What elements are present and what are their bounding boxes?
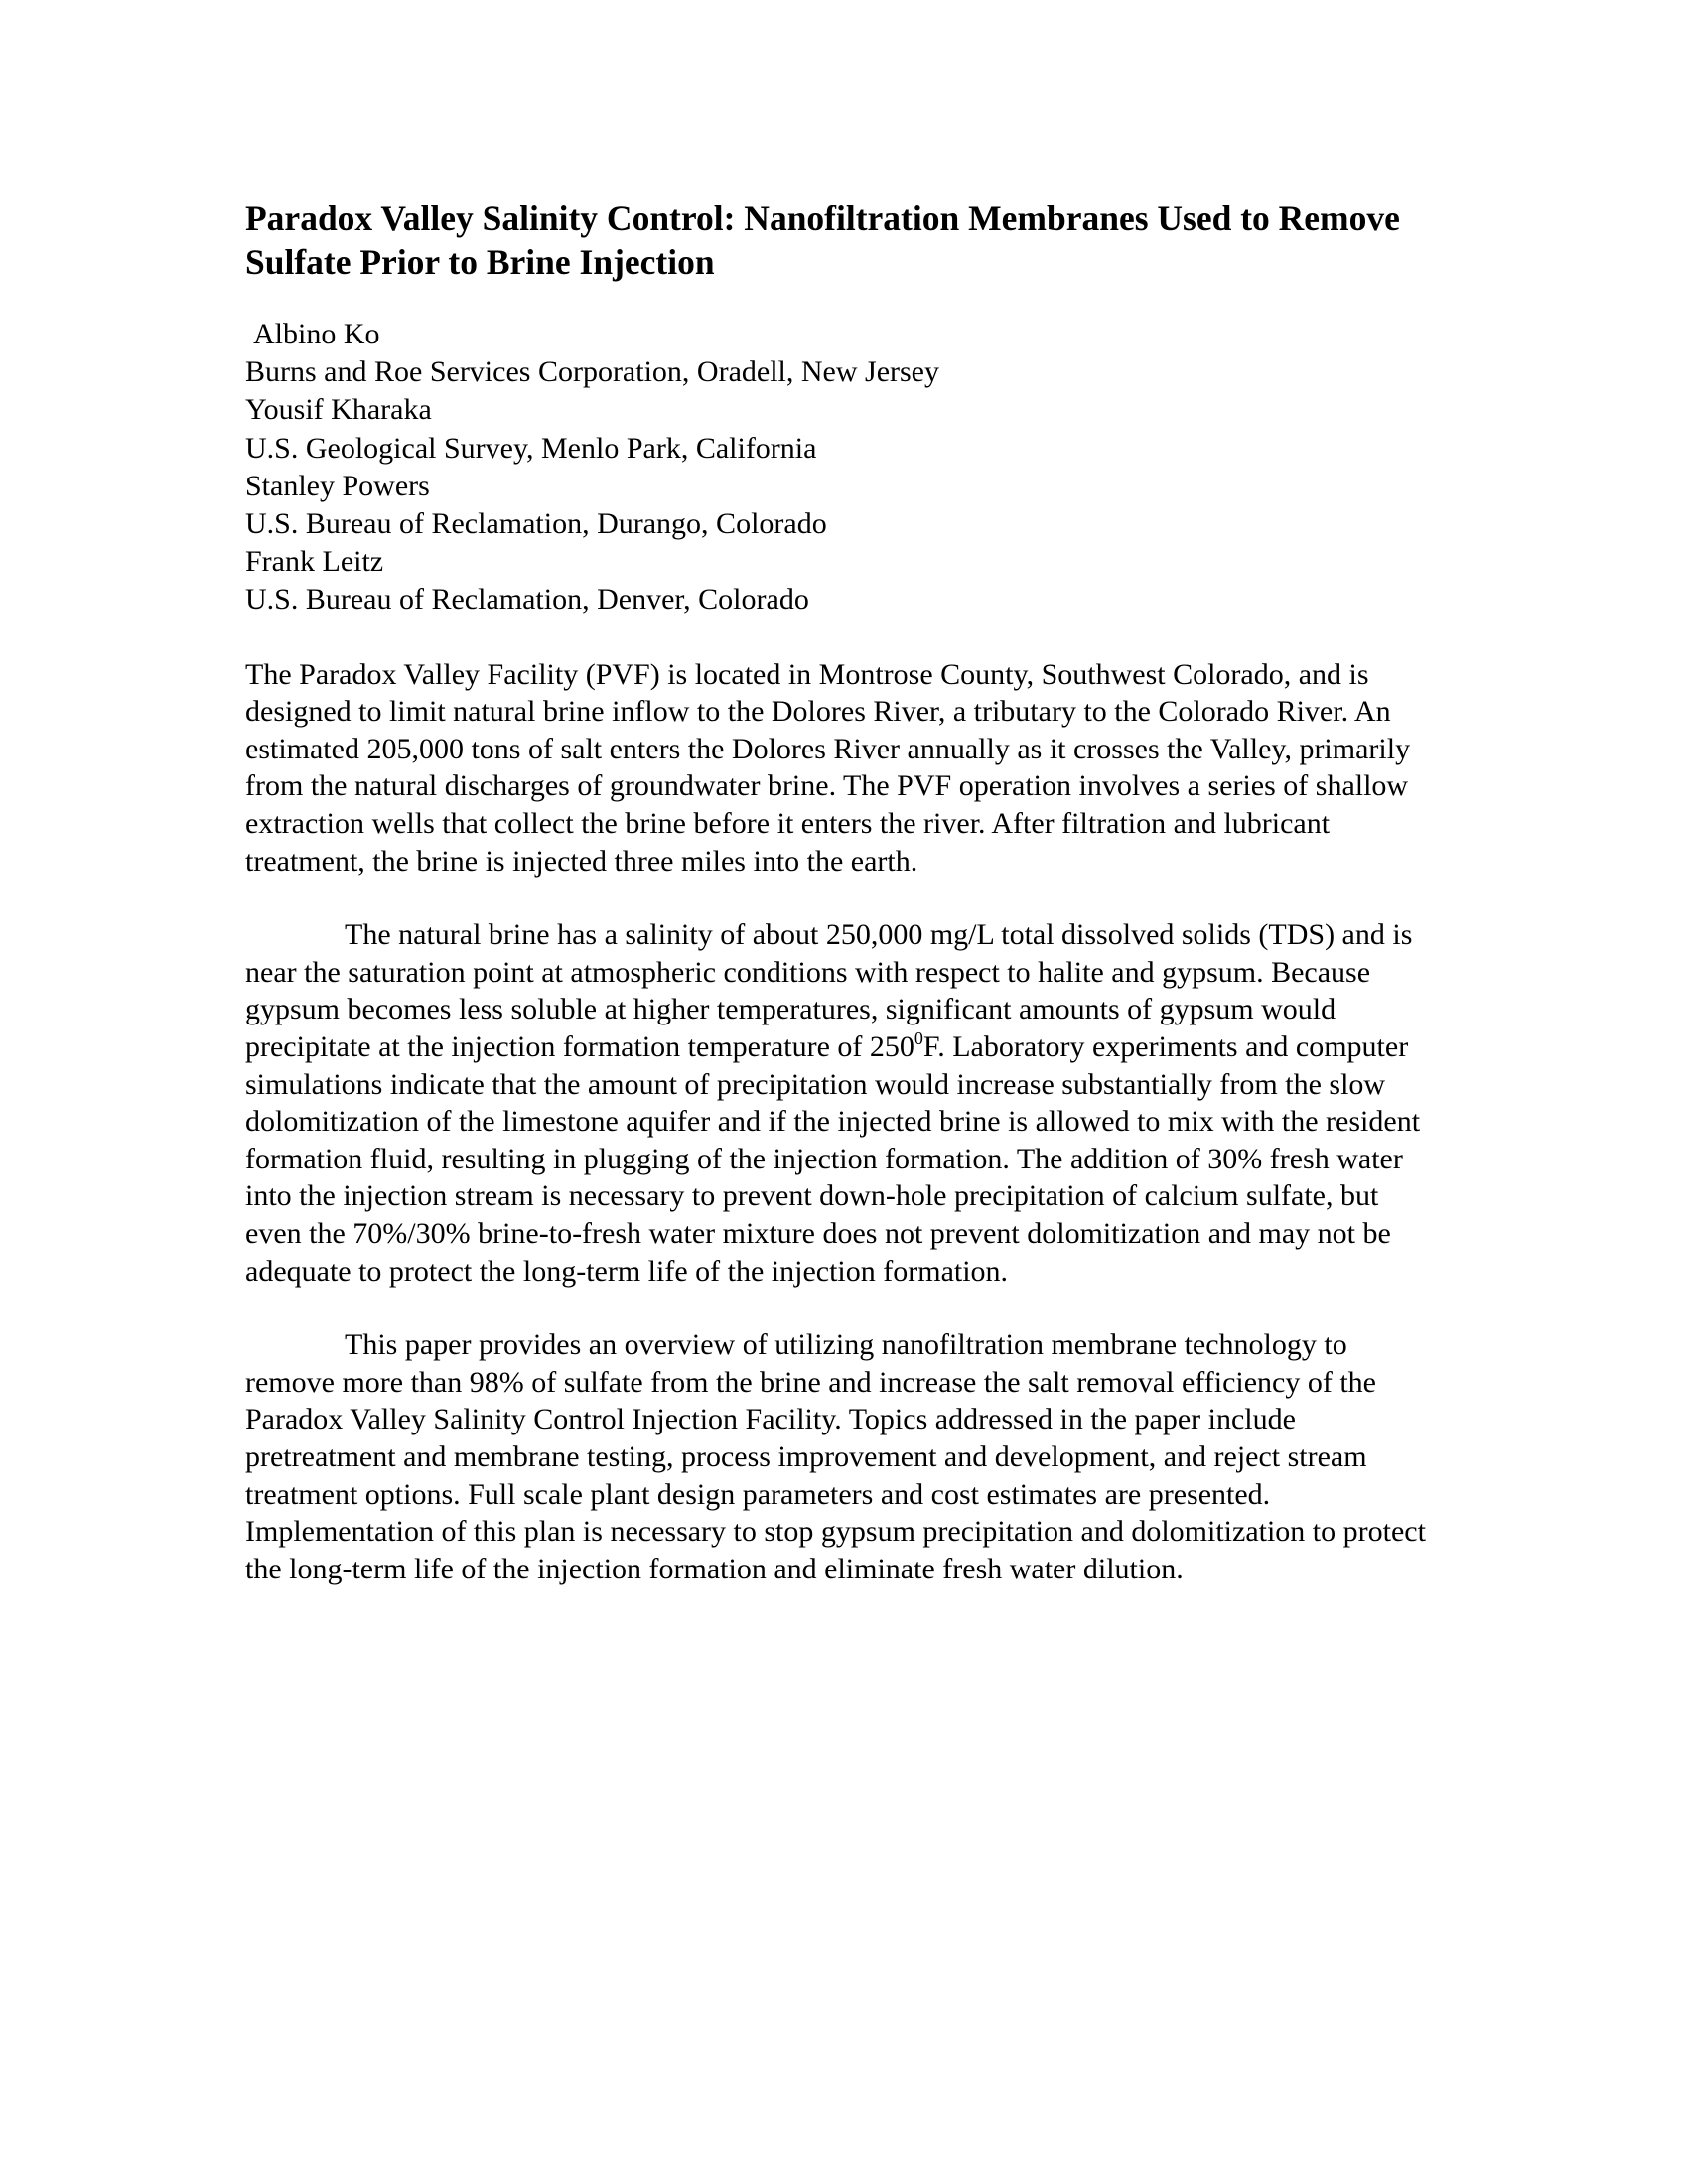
author-name: Yousif Kharaka — [245, 393, 432, 427]
author-name: Albino Ko — [253, 318, 380, 350]
abstract-paragraph-1: The Paradox Valley Facility (PVF) is located in Montrose County, Southwest Colorado, and is designed to limit natural brine inflow to the Dolores River, a tributary to the Colorado River. An estimated 205,000 tons of salt enters the Dolores River annually as it crosses the Valley, primarily from the natural discharges of groundwater brine. The PVF operation involves a series of shallow extraction wells that collect the brine before it enters the river. After filtration and lubricant treatment, the brine is injected three miles into the earth. — [245, 657, 1411, 878]
author-affiliation: U.S. Bureau of Reclamation, Durango, Colorado — [245, 507, 827, 541]
author-affiliation: U.S. Geological Survey, Menlo Park, California — [245, 431, 817, 465]
paragraph-2-text-a: The natural brine has a salinity of about 250,000 mg/L total dissolved solids (TDS) and is near the saturation point at atmospheric conditions with respect to halite and gypsum. Because gypsum becomes less soluble at higher temperatures, significant amounts of gypsum would precipitate at the injection formation temperature of 250 — [245, 918, 1413, 1063]
author-block — [245, 316, 1427, 619]
abstract-paragraph-2 — [245, 916, 1427, 1290]
author-name: Frank Leitz — [245, 545, 384, 579]
paragraph-2-text-b: F. Laboratory experiments and computer simulations indicate that the amount of precipitation would increase substantially from the slow dolomitization of the limestone aquifer and if the injected brine is allowed to mix with the resident formation fluid, resulting in plugging of the injection formation. The addition of 30% fresh water into the injection stream is necessary to prevent down-hole precipitation of calcium sulfate, but even the 70%/30% brine-to-fresh water mixture does not prevent dolomitization and may not be adequate to protect the long-term life of the injection formation. — [245, 1029, 1421, 1288]
degree-superscript: 0 — [914, 1027, 923, 1048]
author-name: Stanley Powers — [245, 469, 430, 502]
document-page — [245, 197, 1427, 1587]
paper-title: Paradox Valley Salinity Control: Nanofiltration Membranes Used to Remove Sulfate Prior to Brine Injection — [245, 199, 1400, 282]
abstract-paragraph-3: This paper provides an overview of utilizing nanofiltration membrane technology to remove more than 98% of sulfate from the brine and increase the salt removal efficiency of the Paradox Valley Salinity Control Injection Facility. Topics addressed in the paper include pretreatment and membrane testing, process improvement and development, and reject stream treatment options. Full scale plant design parameters and cost estimates are presented. Implementation of this plan is necessary to stop gypsum precipitation and dolomitization to protect the long-term life of the injection formation and eliminate fresh water dilution. — [245, 1328, 1426, 1585]
author-affiliation: U.S. Bureau of Reclamation, Denver, Colorado — [245, 583, 809, 616]
author-affiliation: Burns and Roe Services Corporation, Oradell, New Jersey — [245, 355, 939, 389]
